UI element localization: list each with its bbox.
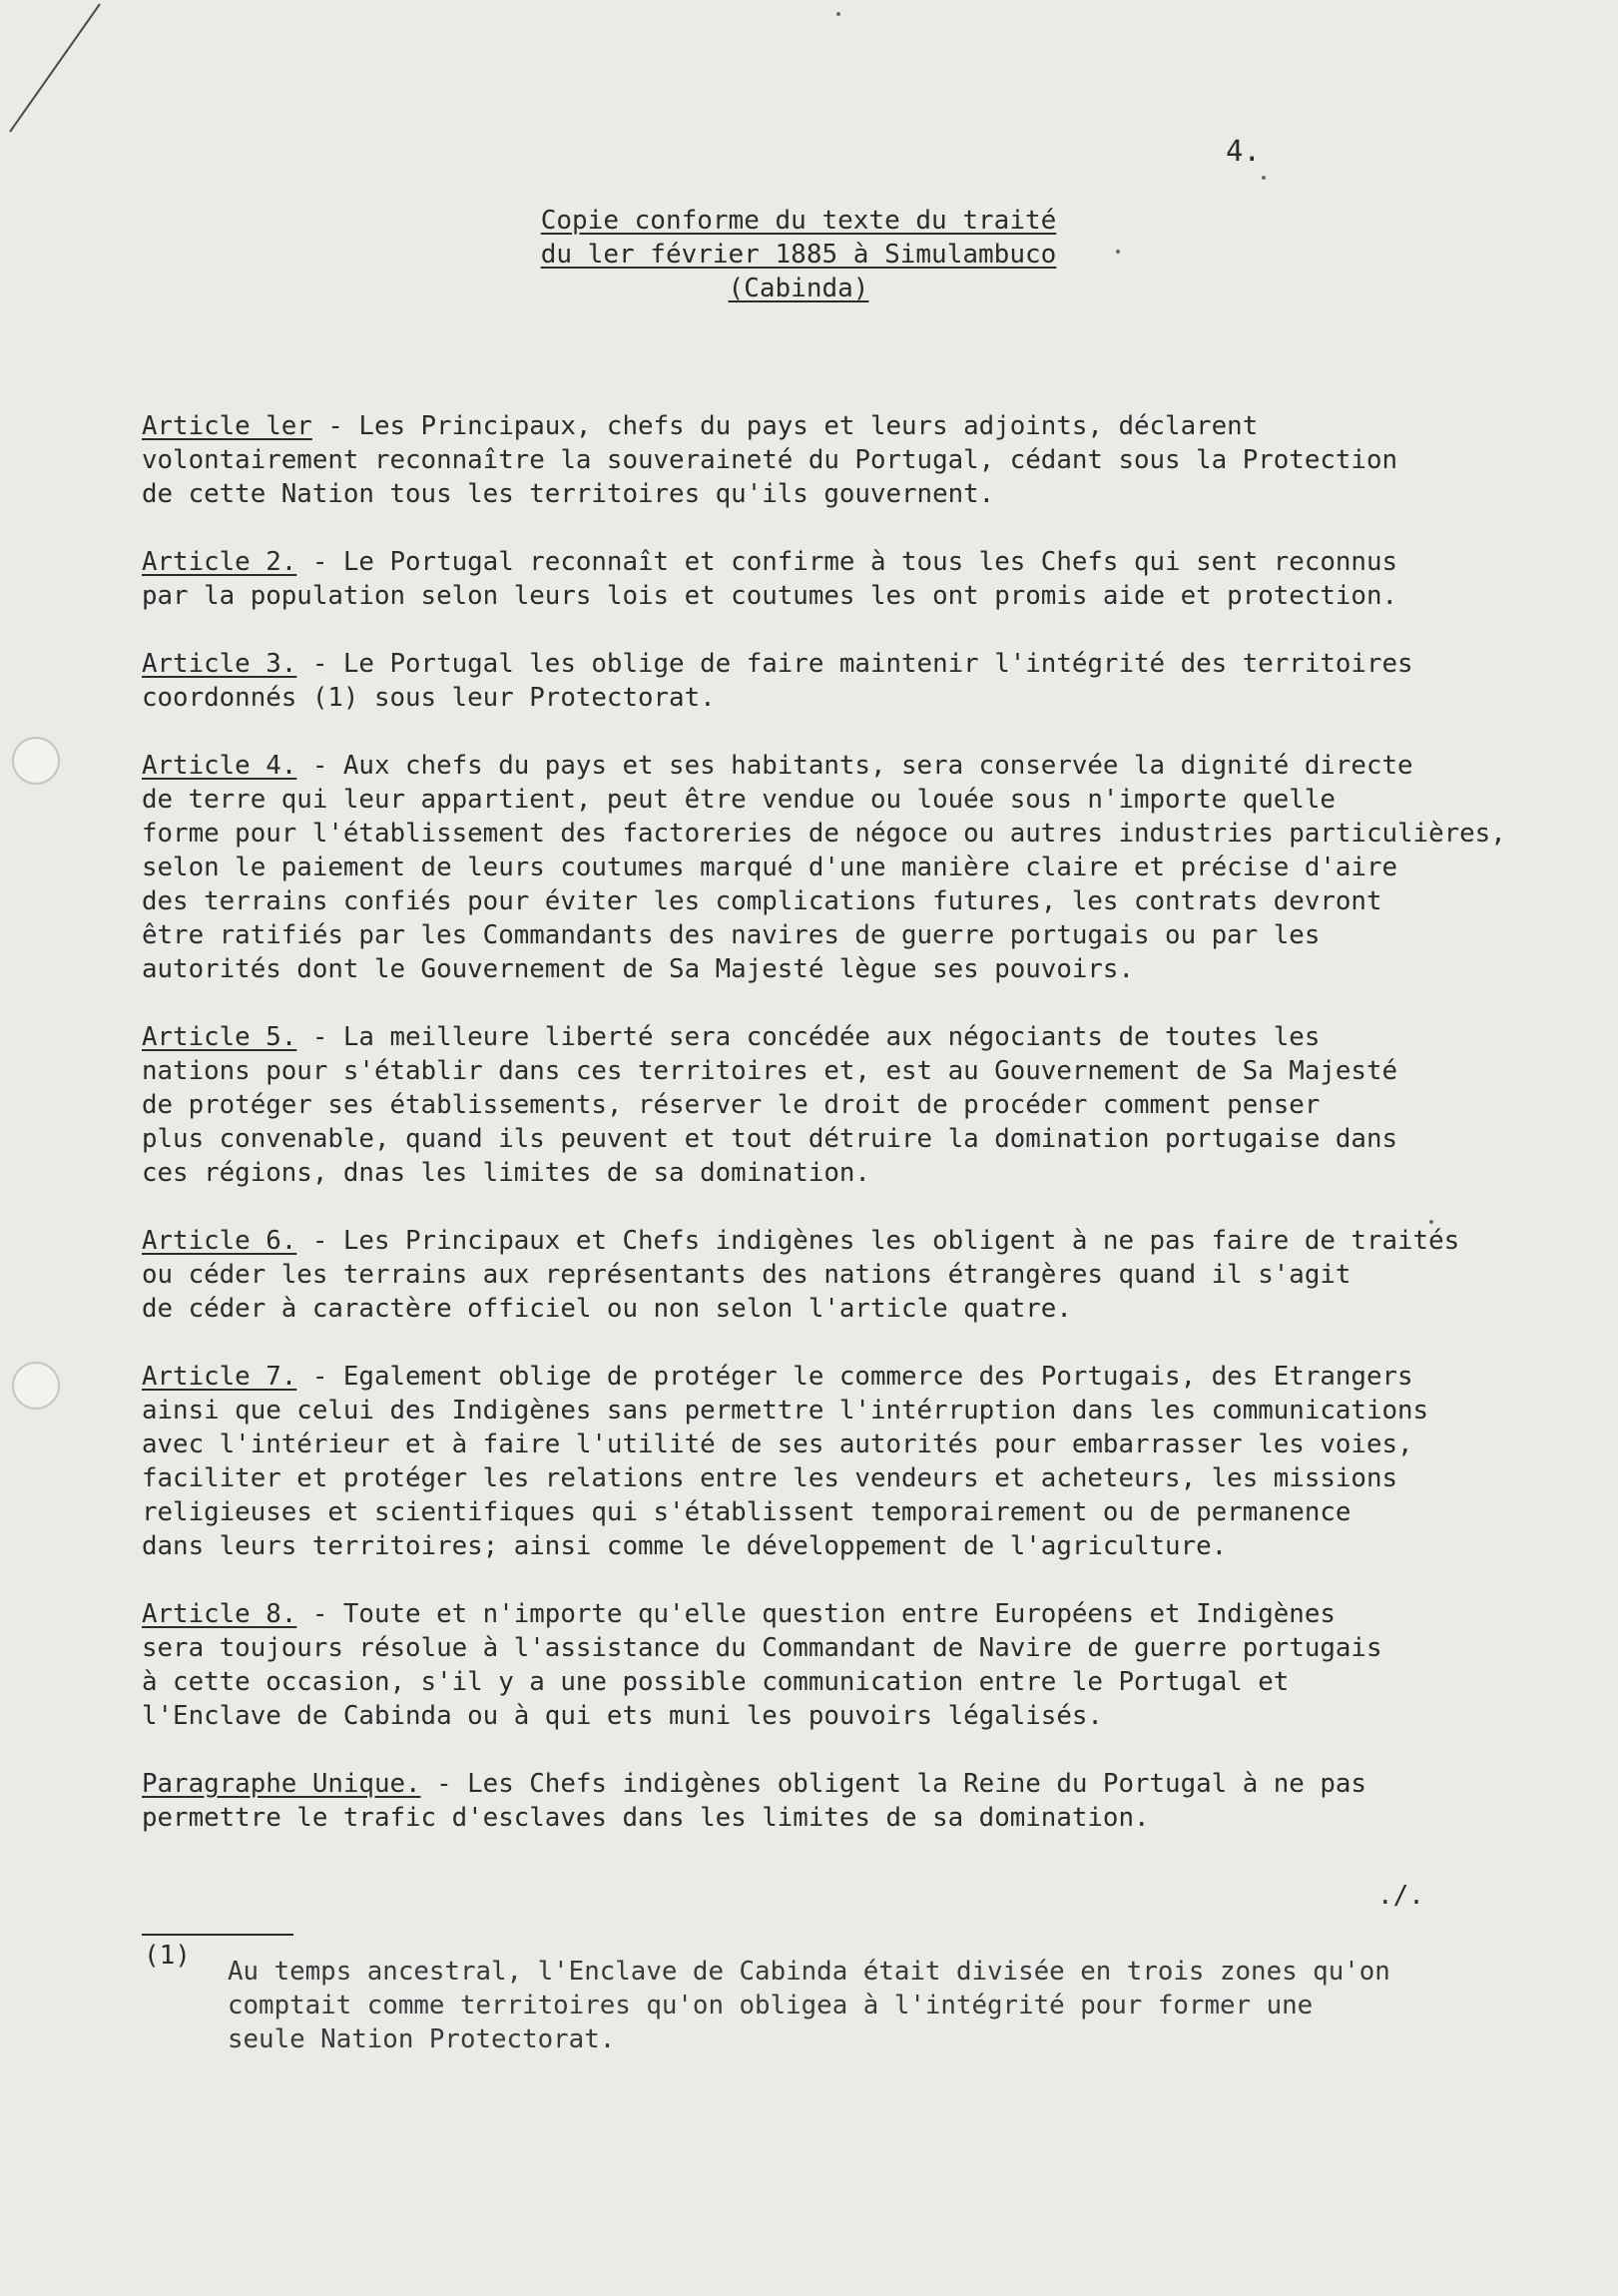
footnote-line: Au temps ancestral, l'Enclave de Cabinda était divisée en trois zones qu'on xyxy=(228,1957,1390,1987)
article-2 xyxy=(142,545,1579,613)
article-line: à cette occasion, s'il y a une possible communication entre le Portugal et xyxy=(142,1667,1290,1697)
article-heading: Article 6. xyxy=(142,1226,297,1256)
article-line xyxy=(142,545,1579,579)
footnote-marker: (1) xyxy=(144,1941,191,1971)
article-text: - Les Principaux et Chefs indigènes les obligent à ne pas faire de traités xyxy=(296,1226,1460,1256)
article-1 xyxy=(142,409,1579,511)
treaty-articles xyxy=(142,409,1579,1869)
article-line: dans leurs territoires; ainsi comme le développement de l'agriculture. xyxy=(142,1531,1228,1561)
article-5 xyxy=(142,1020,1579,1190)
article-line xyxy=(142,1020,1579,1054)
article-line xyxy=(142,1360,1579,1394)
article-heading: Article 8. xyxy=(142,1599,297,1629)
footnote-line: comptait comme territoires qu'on obligea à l'intégrité pour former une xyxy=(228,1991,1314,2020)
article-line: coordonnés (1) sous leur Protectorat. xyxy=(142,683,716,713)
article-text: - La meilleure liberté sera concédée aux négociants de toutes les xyxy=(296,1022,1321,1052)
article-line xyxy=(142,647,1579,681)
article-line: forme pour l'établissement des factoreries de négoce ou autres industries particulières, xyxy=(142,819,1506,849)
paragraphe-unique xyxy=(142,1767,1579,1835)
article-text: - Aux chefs du pays et ses habitants, sera conservée la dignité directe xyxy=(296,751,1413,781)
article-line: faciliter et protéger les relations entre les vendeurs et acheteurs, les missions xyxy=(142,1463,1398,1493)
article-line: plus convenable, quand ils peuvent et tout détruire la domination portugaise dans xyxy=(142,1124,1398,1154)
closing-mark: ./. xyxy=(1377,1881,1424,1911)
article-heading: Article ler xyxy=(142,411,312,441)
article-line: religieuses et scientifiques qui s'établissent temporairement ou de permanence xyxy=(142,1497,1351,1527)
article-text: - Les Chefs indigènes obligent la Reine du Portugal à ne pas xyxy=(420,1769,1366,1799)
article-line: permettre le trafic d'esclaves dans les limites de sa domination. xyxy=(142,1803,1150,1833)
ink-speck xyxy=(1262,176,1266,180)
title-line: du ler février 1885 à Simulambuco xyxy=(540,240,1057,270)
article-text: - Toute et n'importe qu'elle question entre Européens et Indigènes xyxy=(296,1599,1336,1629)
article-line: sera toujours résolue à l'assistance du Commandant de Navire de guerre portugais xyxy=(142,1633,1382,1663)
article-line xyxy=(142,1767,1579,1801)
article-heading: Article 7. xyxy=(142,1362,297,1392)
article-line: de protéger ses établissements, réserver le droit de procéder comment penser xyxy=(142,1090,1321,1120)
article-line: avec l'intérieur et à faire l'utilité de ses autorités pour embarrasser les voies, xyxy=(142,1430,1413,1459)
page-number: 4. xyxy=(1226,134,1261,168)
article-line xyxy=(142,409,1579,443)
article-text: - Le Portugal reconnaît et confirme à tous les Chefs qui sent reconnus xyxy=(296,547,1398,577)
document-title xyxy=(399,204,1198,305)
footnote-divider xyxy=(142,1934,293,1936)
article-heading: Article 5. xyxy=(142,1022,297,1052)
article-text: - Les Principaux, chefs du pays et leurs adjoints, déclarent xyxy=(311,411,1259,441)
article-line xyxy=(142,749,1579,783)
article-7 xyxy=(142,1360,1579,1563)
article-heading: Article 3. xyxy=(142,649,297,679)
article-8 xyxy=(142,1597,1579,1733)
article-line: des terrains confiés pour éviter les complications futures, les contrats devront xyxy=(142,886,1382,916)
article-3 xyxy=(142,647,1579,715)
article-line: de terre qui leur appartient, peut être vendue ou louée sous n'importe quelle xyxy=(142,785,1336,815)
footnote-text xyxy=(228,1955,1475,2056)
article-line: ou céder les terrains aux représentants des nations étrangères quand il s'agit xyxy=(142,1260,1351,1290)
article-4 xyxy=(142,749,1579,986)
article-line: de cette Nation tous les territoires qu'ils gouvernent. xyxy=(142,479,995,509)
title-line: Copie conforme du texte du traité xyxy=(540,206,1057,236)
article-heading: Article 2. xyxy=(142,547,297,577)
article-line xyxy=(142,1224,1579,1258)
article-line: l'Enclave de Cabinda ou à qui ets muni les pouvoirs légalisés. xyxy=(142,1701,1103,1731)
punch-hole-lower xyxy=(12,1362,60,1410)
article-heading: Article 4. xyxy=(142,751,297,781)
title-line: (Cabinda) xyxy=(728,274,869,303)
footnote-line: seule Nation Protectorat. xyxy=(228,2024,616,2054)
article-text: - Egalement oblige de protéger le commerce des Portugais, des Etrangers xyxy=(296,1362,1413,1392)
article-line: être ratifiés par les Commandants des navires de guerre portugais ou par les xyxy=(142,920,1321,950)
ink-speck xyxy=(836,12,840,16)
article-line: selon le paiement de leurs coutumes marqué d'une manière claire et précise d'aire xyxy=(142,853,1398,882)
article-line: ces régions, dnas les limites de sa domination. xyxy=(142,1158,870,1188)
punch-hole-upper xyxy=(12,737,60,785)
article-line: par la population selon leurs lois et coutumes les ont promis aide et protection. xyxy=(142,581,1398,611)
article-text: - Le Portugal les oblige de faire maintenir l'intégrité des territoires xyxy=(296,649,1413,679)
article-line: ainsi que celui des Indigènes sans permettre l'intérruption dans les communications xyxy=(142,1396,1429,1426)
article-line: de céder à caractère officiel ou non selon l'article quatre. xyxy=(142,1294,1072,1324)
article-line: volontairement reconnaître la souveraineté du Portugal, cédant sous la Protection xyxy=(142,445,1398,475)
article-6 xyxy=(142,1224,1579,1326)
article-heading: Paragraphe Unique. xyxy=(142,1769,421,1799)
article-line: autorités dont le Gouvernement de Sa Majesté lègue ses pouvoirs. xyxy=(142,954,1134,984)
article-line xyxy=(142,1597,1579,1631)
pen-stroke-mark xyxy=(0,0,110,150)
article-line: nations pour s'établir dans ces territoires et, est au Gouvernement de Sa Majesté xyxy=(142,1056,1398,1086)
